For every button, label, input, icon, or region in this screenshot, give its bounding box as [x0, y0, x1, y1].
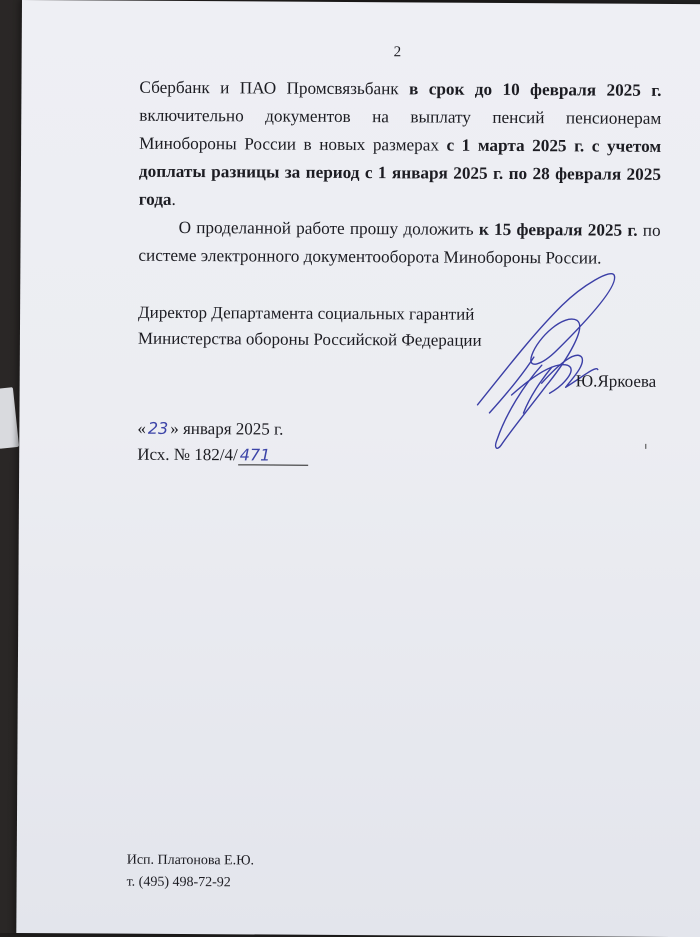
date-close-quote: »: [170, 418, 179, 438]
date-month-year: января 2025 г.: [182, 418, 284, 439]
handwritten-signature: [471, 265, 622, 456]
document-date: [137, 419, 283, 440]
executor-info: [127, 850, 255, 895]
executor-phone: т. (495) 498-72-92: [126, 874, 231, 891]
paragraph-report: [138, 214, 660, 273]
deadline-bold-2: к 15 февраля 2025 г.: [478, 219, 638, 240]
signatory-title-line-1: Директор Департамента социальных гарантий: [138, 302, 475, 324]
paragraph-payments-text-3: .: [171, 189, 176, 209]
handwritten-reference-number: 471: [239, 445, 271, 465]
date-open-quote: «: [137, 418, 146, 438]
body-text: [138, 74, 661, 273]
paragraph-payments-text-2: включительно документов на выплату пенсий пенсионерам Минобороны России в новых размерах: [139, 105, 662, 155]
deadline-bold-1: в срок до 10 февраля 2025 г.: [409, 79, 662, 100]
page-number: 2: [393, 44, 402, 61]
reference-label: Исх. № 182/4/: [137, 444, 238, 465]
signatory-title: [138, 300, 482, 354]
reference-number-field: [238, 446, 308, 465]
paragraph-report-text-1: О проделанной работе прошу доложить: [178, 217, 479, 239]
paragraph-report-text-2: по системе электронного документооборота Минобороны России.: [138, 220, 661, 268]
signatory-title-line-2: Министерства обороны Российской Федерации: [137, 328, 482, 350]
executor-name: Исп. Платонова Е.Ю.: [126, 852, 255, 869]
ink-dot-mark: [645, 444, 646, 449]
paragraph-payments-text-1: Сбербанк и ПАО Промсвязьбанк: [139, 77, 410, 99]
document-page: [16, 0, 700, 937]
outgoing-reference: [137, 445, 308, 466]
paragraph-payments: [139, 74, 662, 217]
handwritten-date-day: 23: [147, 418, 169, 438]
period-bold: с 1 марта 2025 г. с учетом доплаты разницы за период с 1 января 2025 г. по 28 февраля 2025 года: [138, 135, 662, 209]
signatory-name: Ю.Яркоева: [575, 371, 657, 391]
